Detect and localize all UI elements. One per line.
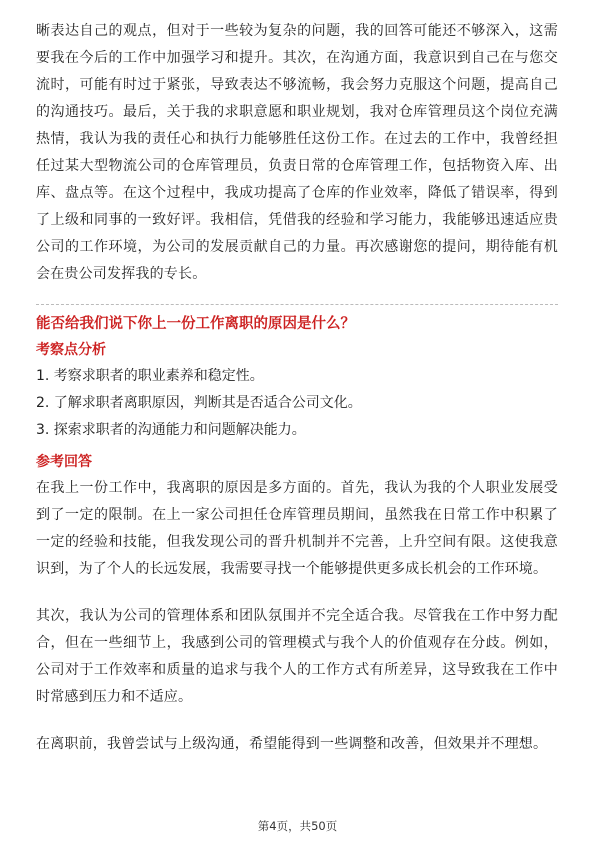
answer-title: 参考回答 bbox=[36, 454, 92, 470]
page-content bbox=[36, 18, 558, 758]
answer-paragraph: 在离职前，我曾尝试与上级沟通，希望能得到一些调整和改善，但效果并不理想。 bbox=[36, 736, 548, 752]
section-divider bbox=[36, 304, 558, 305]
answer-paragraph: 在我上一份工作中，我离职的原因是多方面的。首先，我认为我的个人职业发展受到了一定的限制。在上一家公司担任仓库管理员期间，虽然我在日常工作中积累了一定的经验和技能，但我发现公司的晋升机制并不完善，上升空间有限。这使我意识到，为了个人的长远发展，我需要寻找一个能够提供更多成长机会的工作环境。 bbox=[36, 480, 558, 577]
answer-paragraph: 其次，我认为公司的管理体系和团队氛围并不完全适合我。尽管我在工作中努力配合，但在一些细节上，我感到公司的管理模式与我个人的价值观存在分歧。例如，公司对于工作效率和质量的追求与我个人的工作方式有所差异，这导致我在工作中时常感到压力和不适应。 bbox=[36, 608, 558, 705]
paragraph-gap bbox=[36, 711, 558, 731]
page-number-footer: 第4页，共50页 bbox=[257, 819, 338, 833]
paragraph-gap bbox=[36, 583, 558, 603]
interview-question: 能否给我们说下你上一份工作离职的原因是什么？ bbox=[36, 316, 355, 332]
analysis-point: 2. 了解求职者离职原因，判断其是否适合公司文化。 bbox=[36, 395, 362, 411]
intro-paragraph: 晰表达自己的观点，但对于一些较为复杂的问题，我的回答可能还不够深入，这需要我在今后的工作中加强学习和提升。其次，在沟通方面，我意识到自己在与您交流时，可能有时过于紧张，导致表达不够流畅，我会努力克服这个问题，提高自己的沟通技巧。最后，关于我的求职意愿和职业规划，我对仓库管理员这个岗位充满热情，我认为我的责任心和执行力能够胜任这份工作。在过去的工作中，我曾经担任过某大型物流公司的仓库管理员，负责日常的仓库管理工作，包括物资入库、出库、盘点等。在这个过程中，我成功提高了仓库的作业效率，降低了错误率，得到了上级和同事的一致好评。我相信，凭借我的经验和学习能力，我能够迅速适应贵公司的工作环境，为公司的发展贡献自己的力量。再次感谢您的提问，期待能有机会在贵公司发挥我的专长。 bbox=[36, 23, 558, 282]
analysis-point: 3. 探索求职者的沟通能力和问题解决能力。 bbox=[36, 422, 306, 438]
analysis-title: 考察点分析 bbox=[36, 342, 106, 358]
analysis-point: 1. 考察求职者的职业素养和稳定性。 bbox=[36, 368, 264, 384]
